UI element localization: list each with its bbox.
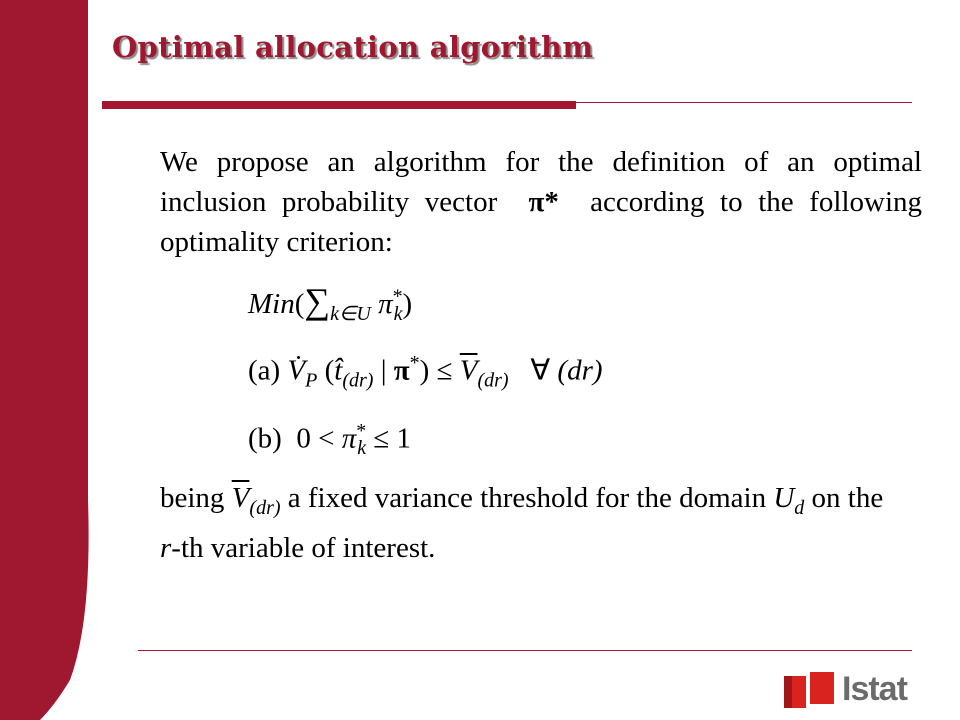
- istat-logo: [782, 668, 922, 710]
- istat-logo-icon: [782, 668, 838, 710]
- closing-line-1: being $\overline{V}_{(dr)}$ a fixed variance threshold for the domain $U_d$ on the: [160, 482, 884, 519]
- objective-formula: $Min(\sum_{k\in U}$ $\pi^*_k$): [248, 281, 413, 325]
- constraint-b-formula: (b) $0 < \pi^*_k \le 1$: [248, 420, 412, 460]
- title-underline: [102, 101, 576, 109]
- intro-text-1: We propose an algorithm for the definition of an optimal inclusion probability vector: [160, 146, 922, 218]
- footer-rule: [138, 650, 912, 651]
- title-underline-thin: [576, 102, 912, 103]
- intro-text-2: according to the following optimality criterion:: [160, 186, 923, 258]
- pi-star-symbol: π*: [528, 186, 559, 218]
- intro-paragraph: [160, 142, 922, 262]
- closing-line-2: r-th variable of interest.: [160, 532, 436, 564]
- slide-title: Optimal allocation algorithm: [112, 30, 594, 64]
- sidebar-decoration: [0, 0, 90, 720]
- constraint-a-formula: (a) $V̇_P$ ($t̂_{(dr)}$ | $\pi^*) \le \overline{V}_{(dr)}$ ∀ (dr): [248, 352, 603, 392]
- istat-logo-text: Istat: [842, 670, 907, 708]
